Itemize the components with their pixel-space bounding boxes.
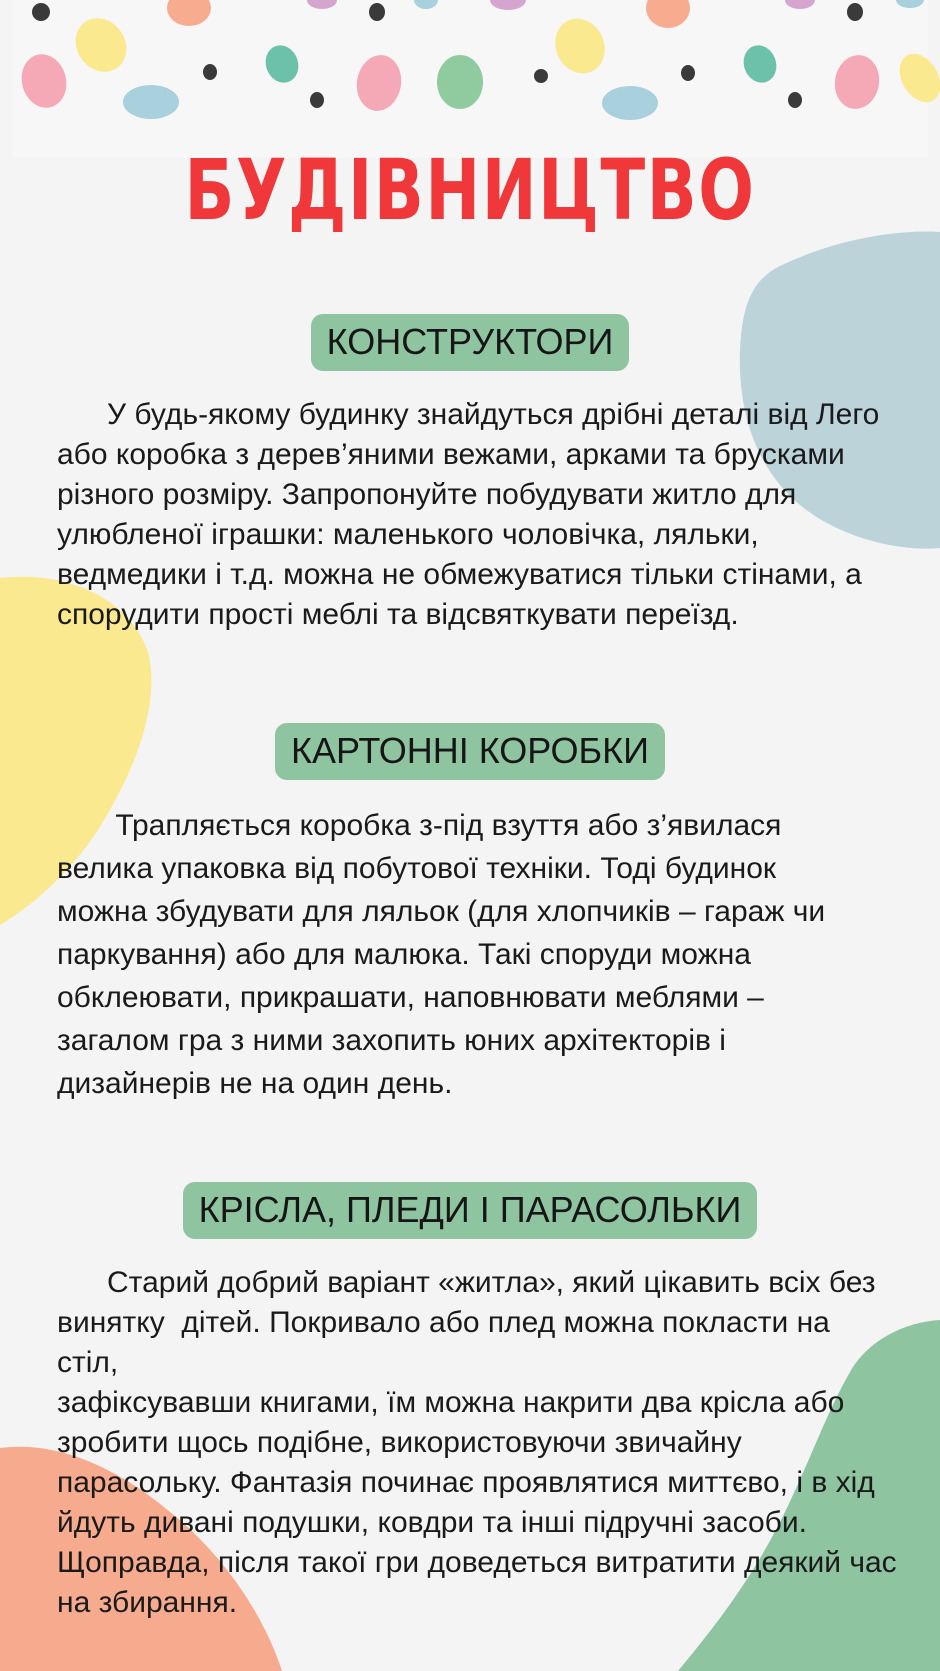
- confetti-dot: [369, 3, 385, 21]
- confetti-dot: [310, 92, 324, 108]
- confetti-blue: [602, 86, 658, 120]
- confetti-green: [437, 55, 483, 109]
- confetti-dot: [788, 92, 802, 108]
- section-chairs-blankets-umbrellas: [0, 1182, 940, 1623]
- section-heading: КОНСТРУКТОРИ: [311, 314, 630, 371]
- confetti-dot: [534, 69, 548, 83]
- section-heading-wrap: [0, 1182, 940, 1239]
- confetti-dot: [847, 3, 863, 21]
- page-title: БУДІВНИЦТВО: [184, 141, 756, 239]
- confetti-dot: [681, 65, 695, 81]
- confetti-dot: [203, 64, 217, 80]
- section-heading: КРІСЛА, ПЛЕДИ І ПАРАСОЛЬКИ: [183, 1182, 758, 1239]
- section-text: Старий добрий варіант «житла», який цікавить всіх без винятку дітей. Покривало або плед можна покласти на стіл, зафіксувавши книгами, їм можна накрити два крісла або зробити щось подібне, використовуючи звичайну парасольку. Фантазія починає проявлятися миттєво, і в хід йдуть дивані подушки, ковдри та інші підручні засоби. Щоправда, після такої гри доведеться витратити деякий час на збирання.: [57, 1266, 897, 1620]
- section-heading-wrap: [0, 314, 940, 371]
- section-heading-wrap: [0, 723, 940, 780]
- confetti-dot: [32, 3, 50, 21]
- section-text: У будь-якому будинку знайдуться дрібні деталі від Лего або коробка з дерев’яними вежами, арками та брусками різного розміру. Запропонуйте побудувати житло для улюбленої іграшки: маленького чоловічка, ляльки, ведмедики і т.д. можна не обмежуватися тільки стінами, а спорудити прості меблі та відсвяткувати переїзд.: [57, 398, 880, 632]
- confetti-blue: [123, 85, 179, 119]
- section-constructors: [0, 314, 940, 635]
- section-heading: КАРТОННІ КОРОБКИ: [275, 723, 665, 780]
- section-text: Трапляється коробка з-під взуття або з’явилася велика упаковка від побутової техніки. Тоді будинок можна збудувати для ляльок (для хлопчиків – гараж чи паркування) або для малюка. Такі споруди можна обклеювати, прикрашати, наповнювати меблями – загалом гра з ними захопить юних архітекторів і дизайнерів не на один день.: [57, 809, 826, 1101]
- section-cardboard-boxes: [0, 723, 940, 1105]
